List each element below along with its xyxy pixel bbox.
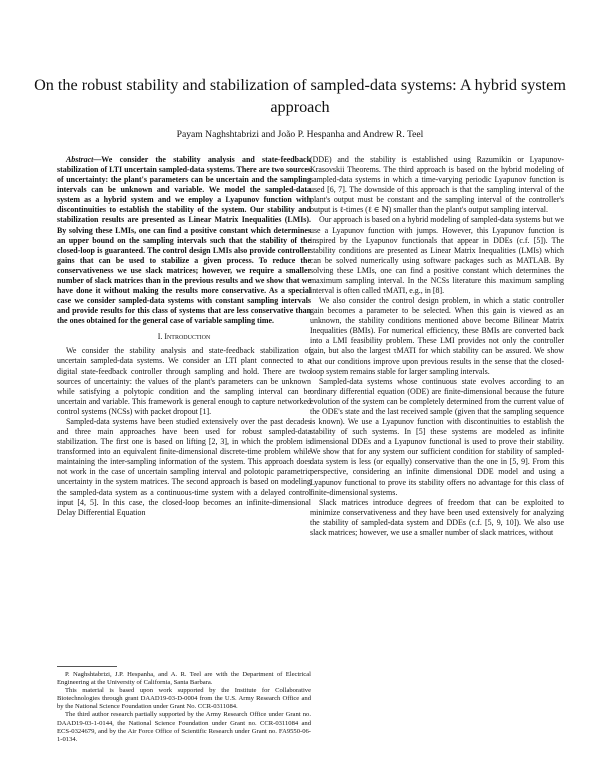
footnote-funding: This material is based upon work supported by the Institute for Collaborative Biotechnologies through grant DAAD19-03-D-0004 from the U.S. Army Research Office and by the National Science Foundation under Grant No. CCR-0311084. <box>57 687 311 711</box>
footnote-rule <box>57 666 117 667</box>
left-paragraph-1: We consider the stability analysis and state-feedback stabilization of uncertain sampled-data systems. We consider an LTI plant connected to a digital state-feedback controller through sampling and hold. There are two sources of uncertainty: the values of the plant's parameters can be unknown while satisfying a polytopic condition and the sampling interval can be uncertain and variable. This framework is general enough to capture networked control systems (NCSs) with packet dropout [1]. <box>57 346 311 416</box>
abstract-body: —We consider the stability analysis and state-feedback stabilization of LTI uncertain sampled-data systems. There are two sources of uncertainty: the plant's parameters can be uncertain and the sampling intervals can be unknown and variable. We model the sampled-data system as a hybrid system and we employ a Lyapunov function with discontinuities to establish the stability of the system. Our stability and stabilization results are presented as Linear Matrix Inequalities (LMIs). By solving these LMIs, one can find a positive constant which determines an upper bound on the sampling intervals such that the stability of the closed-loop is guaranteed. The control design LMIs also provide controller gains that can be used to stabilize a given process. To reduce the conservativeness we use slack matrices; however, we require a smaller number of slack matrices than in the previous results and we show that we have done it without making the results more conservative. As a special case we consider sampled-data systems with constant sampling intervals and provide results for this class of systems that are less conservative than the ones obtained for the general case of variable sampling time. <box>57 155 311 326</box>
right-column <box>310 155 564 538</box>
left-column <box>57 155 311 518</box>
right-paragraph-1: (DDE) and the stability is established using Razumikin or Lyapunov-Krasovskii Theorems. The third approach is based on the hybrid modeling of sampled-data systems in which a time-varying periodic Lyapunov function is used [6, 7]. The downside of this approach is that the sampling interval of the plant's output must be constant and the sampling interval of the controller's output is ℓ-times (ℓ ∈ ℕ) smaller than the plant's output sampling interval. <box>310 155 564 215</box>
right-paragraph-4: Sampled-data systems whose continuous state evolves according to an ordinary differential equation (ODE) are finite-dimensional because the future evolution of the system can be completely determined from the current value of the ODE's state and the last received sample (given that the sampling sequence is known). We use a Lyapunov function with discontinuities to establish the stability of such systems. In [5] these systems are modeled as infinite dimensional DDEs and a Lyapunov functional is used to prove their stability. We show that for any system our sufficient condition for stability of sampled-data system is less (or equally) conservative than the one in [5, 9]. From this perspective, considering an infinite dimensional DDE model and using a Lyapunov functional to prove its stability offers no advantage for this class of finite-dimensional systems. <box>310 376 564 497</box>
footnotes <box>57 671 311 744</box>
paper-authors: Payam Naghshtabrizi and João P. Hespanha and Andrew R. Teel <box>176 129 424 140</box>
right-paragraph-2: Our approach is based on a hybrid modeling of sampled-data systems but we use a Lyapunov function with jumps. However, this Lyapunov function is inspired by the Lyapunov functionals that appear in DDEs (c.f. [5]). The stability conditions are presented as Linear Matrix Inequalities (LMIs) which can be solved numerically using software packages such as MATLAB. By solving these LMIs, one can find a positive constant which determines the maximum sampling interval. In the NCSs literature this maximum sampling interval is often called τMATI, e.g., in [8]. <box>310 215 564 296</box>
right-paragraph-5: Slack matrices introduce degrees of freedom that can be exploited to minimize conservativeness and they have been used extensively for analyzing the stability of sampled-data system and DDEs (c.f. [5, 9, 10]). We also use slack matrices; however, we use a smaller number of slack matrices, without <box>310 497 564 537</box>
left-paragraph-2: Sampled-data systems have been studied extensively over the past decades and three main approaches have been used for robust sampled-data stabilization. The first one is based on lifting [2, 3], in which the problem is transformed into an equivalent finite-dimensional discrete-time problem while maintaining the inter-sampling information of the system. This approach does not work in the case of uncertain sampling interval and polotopic parametric uncertainty in the system matrices. The second approach is based on modeling the sampled-data system as a continuous-time system with a delayed control input [4, 5]. In this case, the closed-loop becomes an infinite-dimensional Delay Differential Equation <box>57 416 311 517</box>
footnote-third-author: The third author research partially supported by the Army Research Office under Grant no. DAAD19-03-1-0144, the National Science Foundation under Grant no. CCR-0311084 and ECS-0324679, and by the Air Force Office of Scientific Research under Grant no. FA9550-06-1-0134. <box>57 711 311 743</box>
abstract-label: Abstract <box>66 155 94 164</box>
abstract <box>57 155 311 326</box>
paper-title: On the robust stability and stabilization of sampled-data systems: A hybrid system approach <box>34 76 566 116</box>
section-heading-introduction: I. Introduction <box>157 332 211 342</box>
right-paragraph-3: We also consider the control design problem, in which a static controller gain becomes a parameter to be selected. When this gain is viewed as an unknown, the stability conditions mentioned above become Bilinear Matrix Inequalities (BMIs). For numerical efficiency, these BMIs are converted back into a LMI feasibility problem. These LMI provides not only the controller gain, but also the largest τMATI for which stability can be assured. We show that our conditions improve upon previous results in the sense that the closed-loop system remains stable for larger sampling intervals. <box>310 296 564 376</box>
footnote-affiliation: P. Naghshtabrizi, J.P. Hespanha, and A. R. Teel are with the Department of Electrical Engineering at the University of California, Santa Barbara. <box>57 671 311 687</box>
